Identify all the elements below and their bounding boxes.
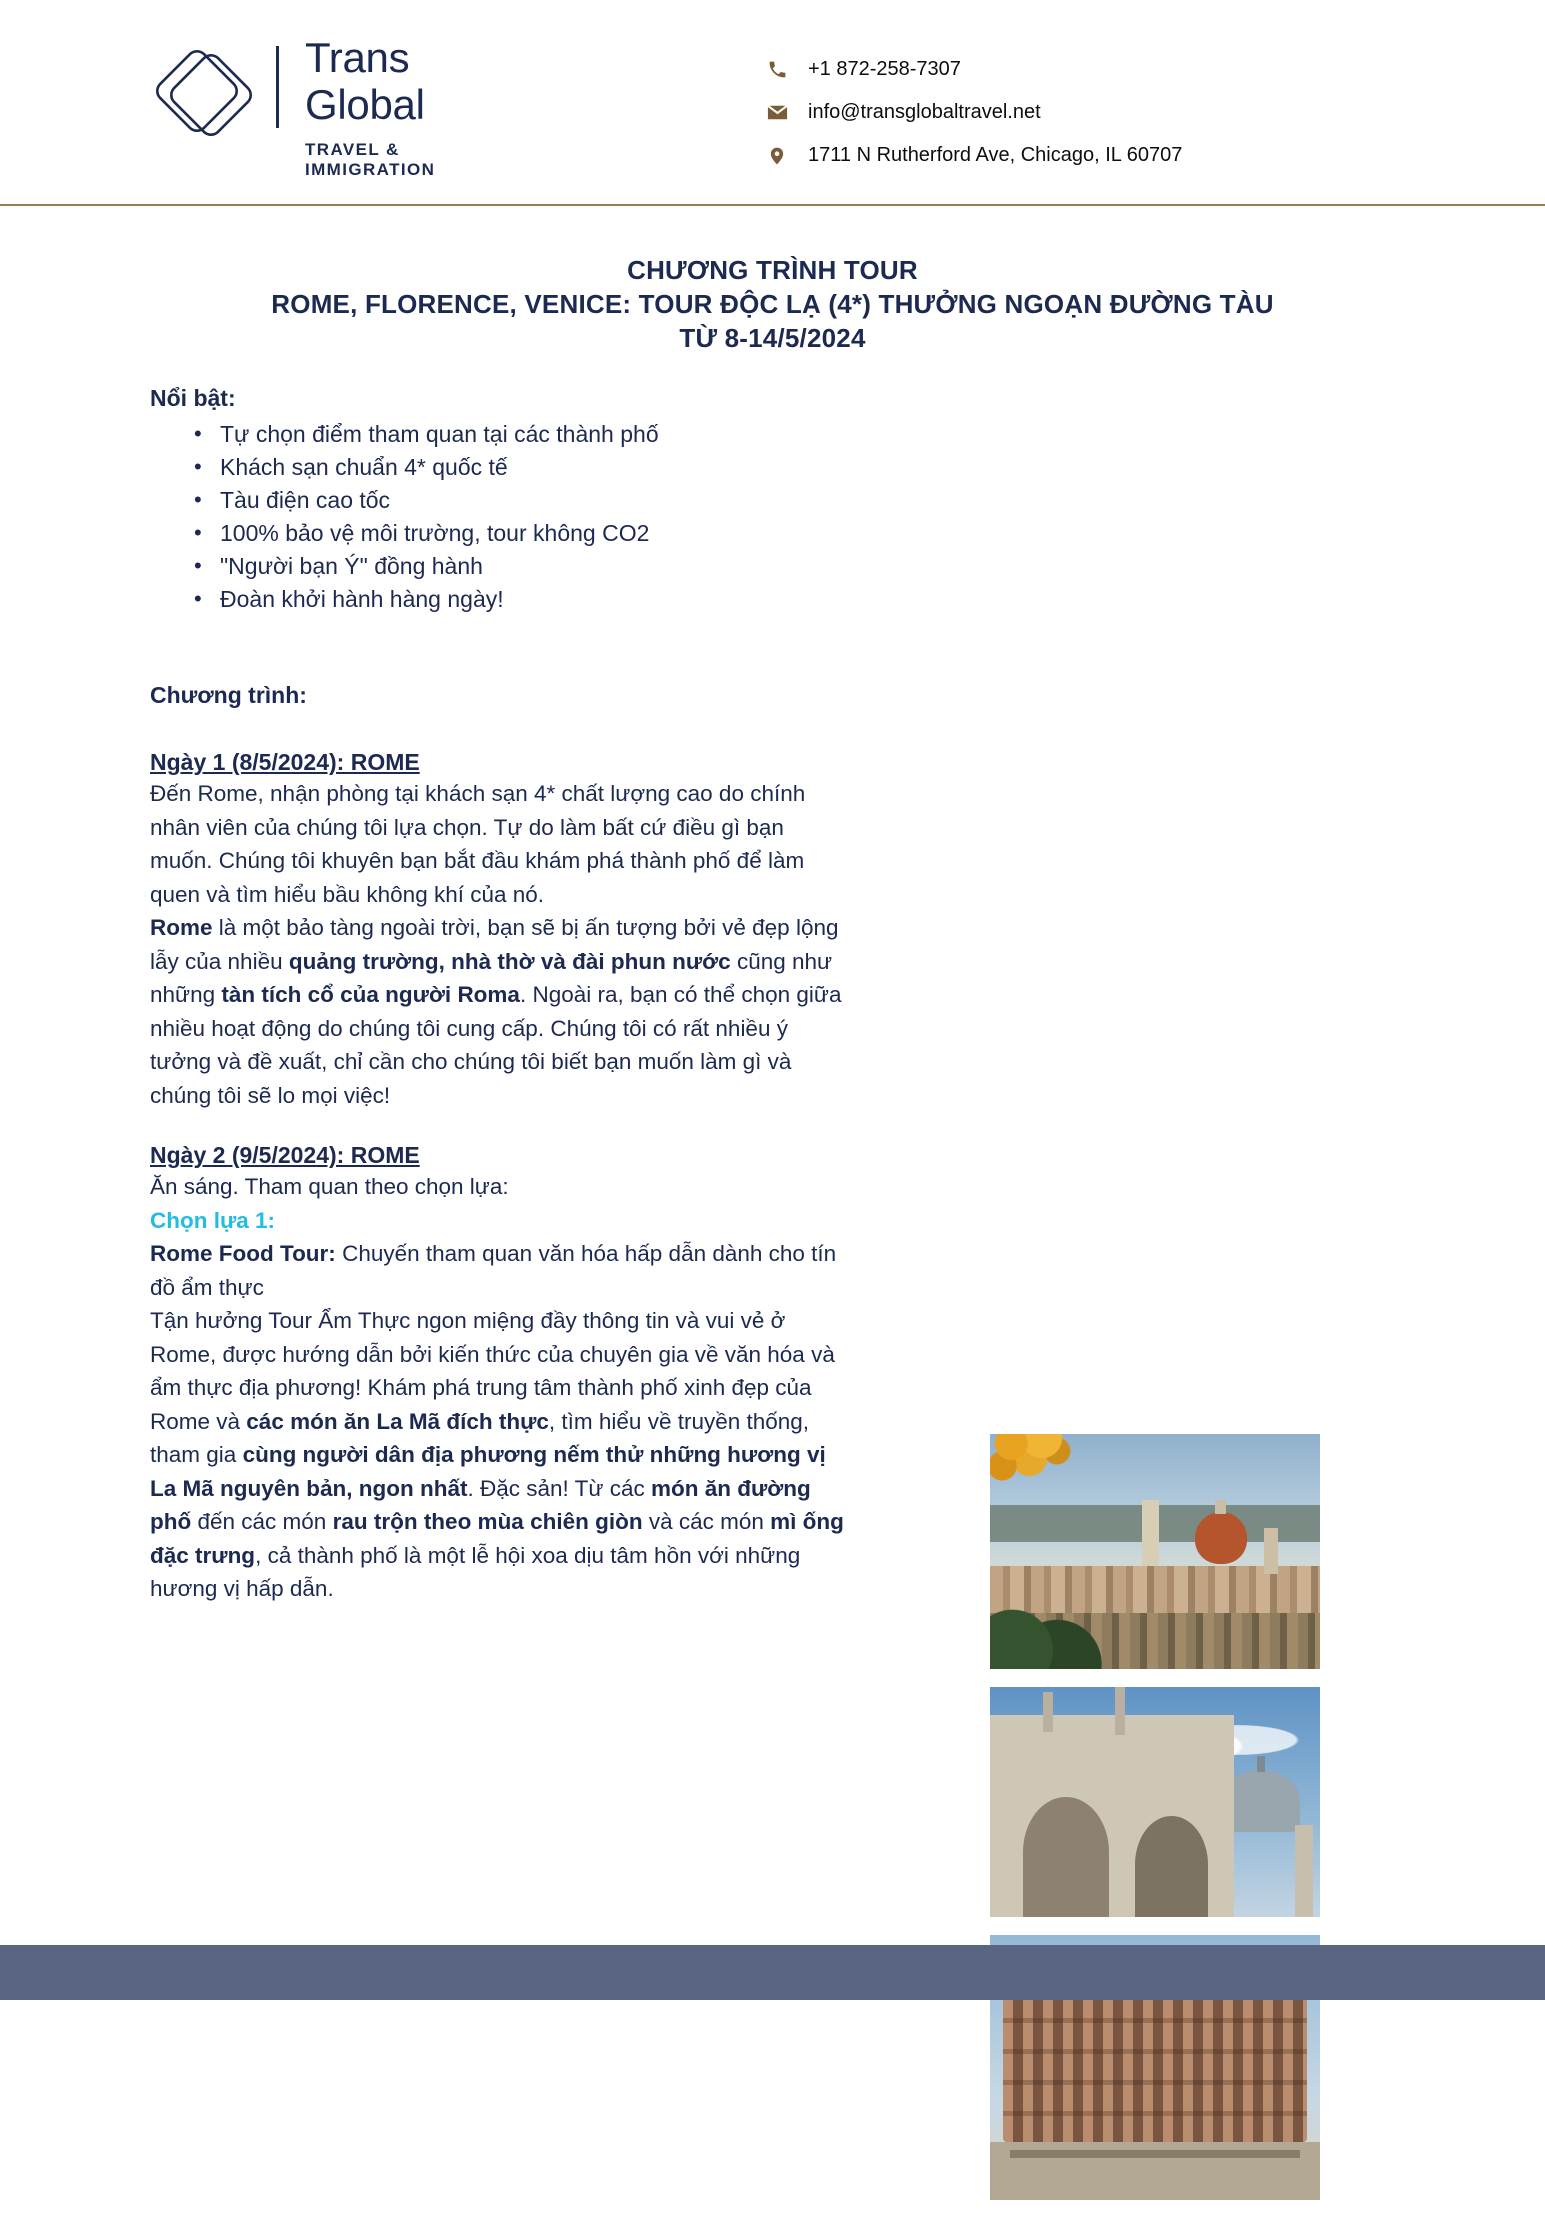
list-item: • 100% bảo vệ môi trường, tour không CO2 xyxy=(194,517,1395,550)
document-body xyxy=(0,253,1545,1606)
contact-row-email xyxy=(760,91,1182,134)
diamond-logo-mark xyxy=(150,38,258,146)
day1-bold-rome: Rome xyxy=(150,915,213,940)
list-item: • Khách sạn chuẩn 4* quốc tế xyxy=(194,451,1395,484)
florence-skyline-photo xyxy=(990,1434,1320,1669)
day1-text-1: là một bảo tàng ngoài trời, bạn sẽ bị ấn tượng bởi vẻ đẹp lộng lẫy của nhiều xyxy=(150,915,839,974)
brand-logo xyxy=(150,30,570,180)
logo-subtitle-line2: IMMIGRATION xyxy=(305,160,436,179)
ft-text-5: và các món xyxy=(642,1509,771,1534)
ft-bold-pasta: mì ống đặc trưng xyxy=(150,1509,844,1568)
page-header xyxy=(0,0,1545,205)
photo-column xyxy=(990,1434,1320,2218)
day1-text-2: cũng như những xyxy=(150,948,833,1007)
contact-row-address xyxy=(760,134,1182,177)
day1-heading: Ngày 1 (8/5/2024): ROME xyxy=(150,749,420,775)
section-gap xyxy=(150,1112,850,1142)
ft-bold-street-food: món ăn đường phố xyxy=(150,1475,811,1534)
title-line-3: TỪ 8-14/5/2024 xyxy=(679,323,866,353)
footer-bar xyxy=(0,1945,1545,2000)
location-pin-icon xyxy=(760,145,794,167)
venice-basilica-photo xyxy=(990,1687,1320,1917)
ft-text-4: đến các món xyxy=(191,1509,333,1534)
day2-food-tour-paragraph xyxy=(150,1304,850,1606)
ft-text-3: . Đặc sản! Từ các xyxy=(467,1475,651,1501)
day1-paragraph-2 xyxy=(150,911,850,1112)
list-item: • Tàu điện cao tốc xyxy=(194,484,1395,517)
ft-text-6: , cả thành phố là một lễ hội xoa dịu tâm hồn với những hương vị hấp dẫn. xyxy=(150,1542,801,1601)
ft-bold-locals: cùng người dân địa phương nếm thử những hương vị La Mã nguyên bản, ngon nhất xyxy=(150,1442,826,1501)
email-icon xyxy=(760,101,794,124)
ft-bold-fried-veg: rau trộn theo mùa chiên giòn xyxy=(332,1509,643,1534)
itinerary-area xyxy=(150,749,1395,1606)
title-line-2: ROME, FLORENCE, VENICE: TOUR ĐỘC LẠ (4*) THƯỞNG NGOẠN ĐƯỜNG TÀU xyxy=(271,289,1274,319)
logo-word-global: Global xyxy=(305,81,425,128)
highlights-list xyxy=(150,418,1395,616)
choice-1-label: Chọn lựa 1: xyxy=(150,1207,276,1233)
contact-row-phone xyxy=(760,48,1182,91)
day2-heading: Ngày 2 (9/5/2024): ROME xyxy=(150,1142,420,1168)
list-item: • Đoàn khởi hành hàng ngày! xyxy=(194,583,1395,616)
title-line-1: CHƯƠNG TRÌNH TOUR xyxy=(627,255,918,285)
contact-info xyxy=(760,30,1182,177)
ft-text-2: , tìm hiểu về truyền thống, tham gia xyxy=(150,1408,810,1467)
phone-icon xyxy=(760,59,794,80)
ft-text-1: Tận hưởng Tour Ẩm Thực ngon miệng đầy thông tin và vui vẻ ở Rome, được hướng dẫn bởi kiến thức của chuyên gia về văn hóa và ẩm thực địa phương! Khám phá trung tâm thành phố xinh đẹp của Rome và xyxy=(150,1308,835,1434)
email-text[interactable]: info@transglobaltravel.net xyxy=(808,101,1041,123)
phone-text[interactable]: +1 872-258-7307 xyxy=(808,58,961,80)
program-label: Chương trình: xyxy=(150,682,307,708)
itinerary-text-column xyxy=(150,749,850,1606)
day1-bold-ruins: tàn tích cổ của người Roma xyxy=(221,982,520,1007)
header-divider-rule xyxy=(0,204,1545,206)
list-item: • "Người bạn Ý" đồng hành xyxy=(194,550,1395,583)
document-title xyxy=(150,253,1395,355)
day1-text-3: . Ngoài ra, bạn có thể chọn giữa nhiều hoạt động do chúng tôi cung cấp. Chúng tôi có rất nhiều ý tưởng và đề xuất, chỉ cần cho chúng tôi biết bạn muốn làm gì và chúng tôi sẽ lo mọi việc! xyxy=(150,982,842,1108)
logo-subtitle-line1: TRAVEL & xyxy=(305,140,400,159)
highlights-label: Nổi bật: xyxy=(150,385,236,411)
food-tour-text: Chuyến tham quan văn hóa hấp dẫn dành cho tín đồ ẩm thực xyxy=(150,1241,837,1300)
logo-word-trans: Trans xyxy=(305,34,410,81)
ft-bold-roman-dishes: các món ăn La Mã đích thực xyxy=(246,1408,549,1434)
day1-bold-squares: quảng trường, nhà thờ và đài phun nước xyxy=(288,948,731,974)
list-item: • Tự chọn điểm tham quan tại các thành phố xyxy=(194,418,1395,451)
logo-divider xyxy=(276,46,279,128)
food-tour-bold-title: Rome Food Tour: xyxy=(150,1241,336,1266)
day1-paragraph-1: Đến Rome, nhận phòng tại khách sạn 4* chất lượng cao do chính nhân viên của chúng tôi lựa chọn. Tự do làm bất cứ điều gì bạn muốn. Chúng tôi khuyên bạn bắt đầu khám phá thành phố để làm quen và tìm hiểu bầu không khí của nó. xyxy=(150,781,806,907)
day2-paragraph-1: Ăn sáng. Tham quan theo chọn lựa: xyxy=(150,1174,509,1199)
day2-food-tour-line xyxy=(150,1237,850,1304)
address-text[interactable]: 1711 N Rutherford Ave, Chicago, IL 60707 xyxy=(808,144,1183,166)
